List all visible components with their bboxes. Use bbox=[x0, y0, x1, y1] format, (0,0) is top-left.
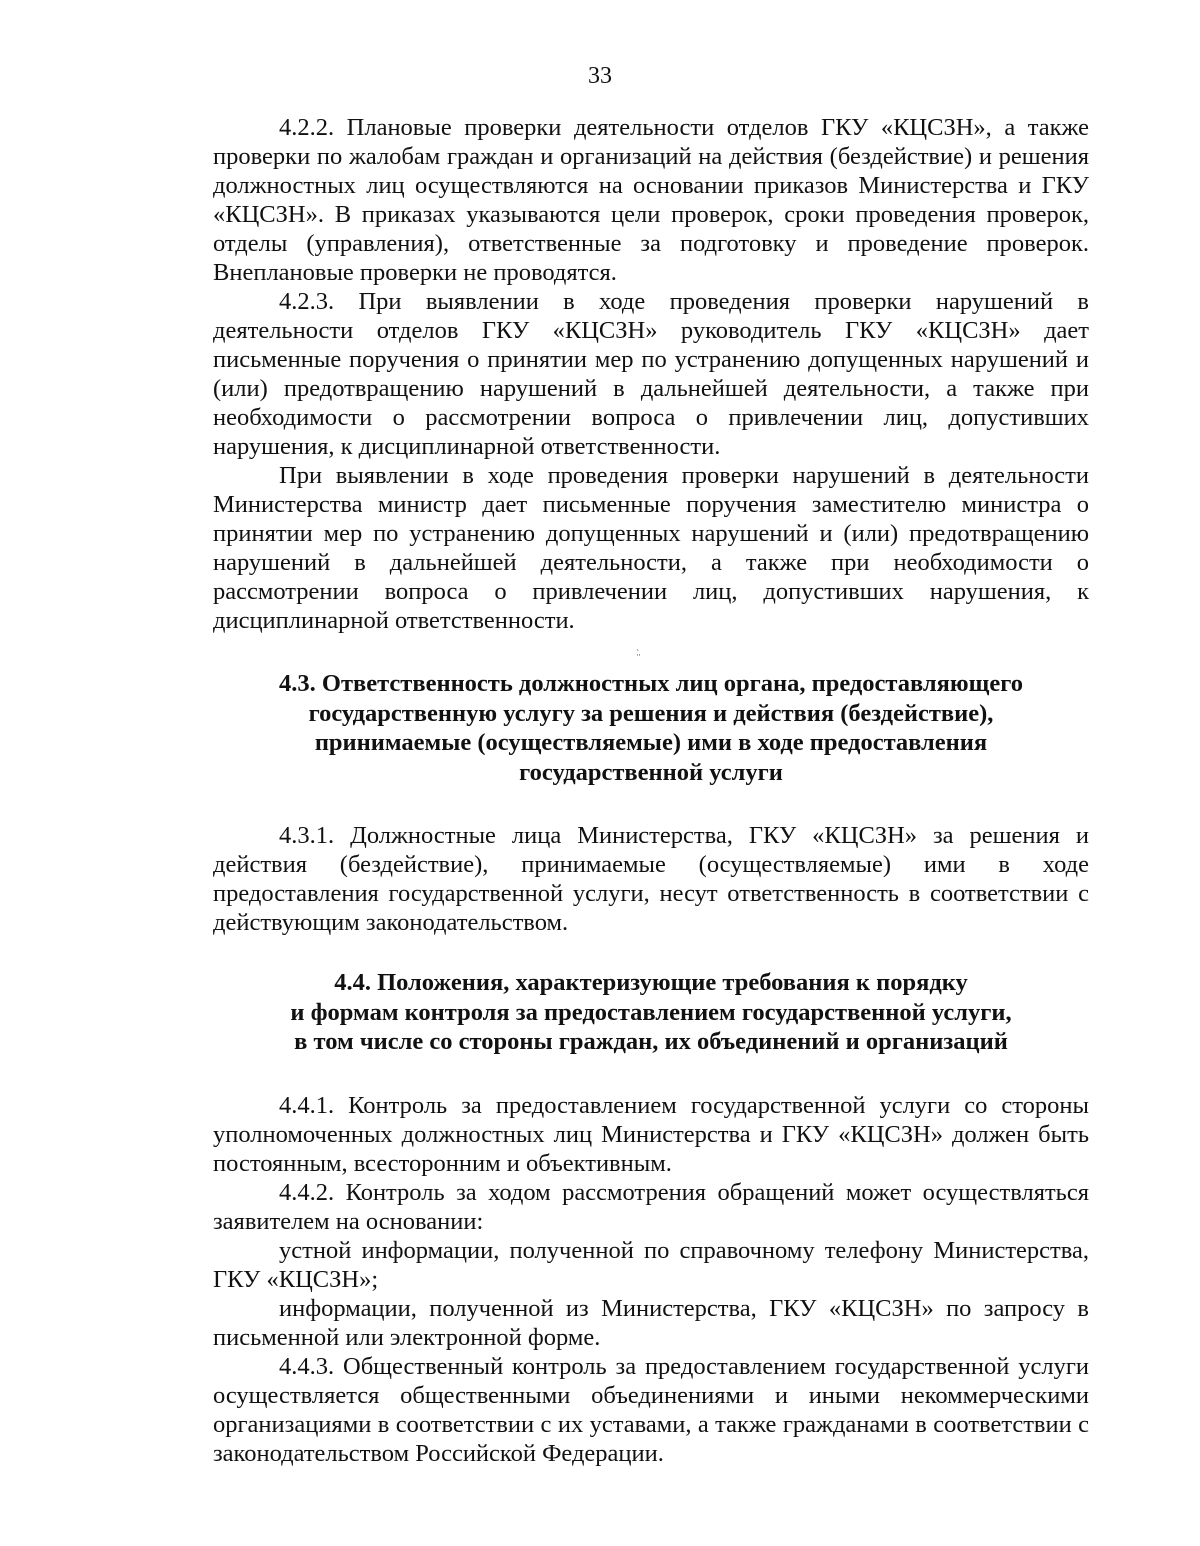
paragraph-4-2-3: 4.2.3. При выявлении в ходе проведения проверки нарушений в деятельности отделов ГКУ «КЦСЗН» руководитель ГКУ «КЦСЗН» дает письменные поручения о принятии мер по устранению допущенных нарушений и (или) предотвращению нарушений в дальнейшей деятельности, а также при необходимости о рассмотрении вопроса о привлечении лиц, допустивших нарушения, к дисциплинарной ответственности. bbox=[213, 288, 1089, 460]
paragraph-4-4-1: 4.4.1. Контроль за предоставлением государственной услуги со стороны уполномоченных должностных лиц Министерства и ГКУ «КЦСЗН» должен быть постоянным, всесторонним и объективным. bbox=[213, 1091, 1089, 1177]
paragraph-4-2-3-ministry: При выявлении в ходе проведения проверки нарушений в деятельности Министерства министр дает письменные поручения заместителю министра о принятии мер по устранению допущенных нарушений и (или) предотвращению нарушений в дальнейшей деятельности, а также при необходимости о рассмотрении вопроса о привлечении лиц, допустивших нарушения, к дисциплинарной ответственности. bbox=[213, 462, 1089, 634]
heading-line: государственную услугу за решения и действия (бездействие), bbox=[308, 699, 994, 727]
heading-line: 4.4. Положения, характеризующие требования к порядку bbox=[334, 969, 968, 996]
paragraph-4-4-2: 4.4.2. Контроль за ходом рассмотрения обращений может осуществляться заявителем на основании: bbox=[213, 1178, 1089, 1235]
heading-line: принимаемые (осуществляемые) ими в ходе предоставления bbox=[314, 729, 988, 756]
document-body bbox=[213, 113, 1089, 1468]
heading-line: 4.3. Ответственность должностных лиц органа, предоставляющего bbox=[279, 670, 1023, 697]
scan-speck: ·̀· bbox=[636, 650, 640, 660]
section-heading-4-4 bbox=[213, 968, 1089, 1057]
paragraph-4-4-2-oral: устной информации, полученной по справочному телефону Министерства, ГКУ «КЦСЗН»; bbox=[213, 1236, 1089, 1293]
heading-line: и формам контроля за предоставлением государственной услуги, bbox=[290, 998, 1012, 1026]
section-heading-4-3 bbox=[213, 669, 1089, 787]
heading-line: в том числе со стороны граждан, их объединений и организаций bbox=[294, 1028, 1008, 1055]
paragraph-4-2-2: 4.2.2. Плановые проверки деятельности отделов ГКУ «КЦСЗН», а также проверки по жалобам граждан и организаций на действия (бездействие) и решения должностных лиц осуществляются на основании приказов Министерства и ГКУ «КЦСЗН». В приказах указываются цели проверок, сроки проведения проверок, отделы (управления), ответственные за подготовку и проведение проверок. Внеплановые проверки не проводятся. bbox=[213, 114, 1089, 286]
paragraph-4-3-1: 4.3.1. Должностные лица Министерства, ГКУ «КЦСЗН» за решения и действия (бездействие), принимаемые (осуществляемые) ими в ходе предоставления государственной услуги, несут ответственность в соответствии с действующим законодательством. bbox=[213, 822, 1089, 936]
paragraph-4-4-2-written: информации, полученной из Министерства, ГКУ «КЦСЗН» по запросу в письменной или электронной форме. bbox=[213, 1294, 1089, 1351]
paragraph-4-4-3: 4.4.3. Общественный контроль за предоставлением государственной услуги осуществляется общественными объединениями и иными некоммерческими организациями в соответствии с их уставами, а также гражданами в соответствии с законодательством Российской Федерации. bbox=[213, 1352, 1089, 1467]
heading-line: государственной услуги bbox=[519, 758, 783, 786]
page-number: 33 bbox=[588, 63, 612, 89]
